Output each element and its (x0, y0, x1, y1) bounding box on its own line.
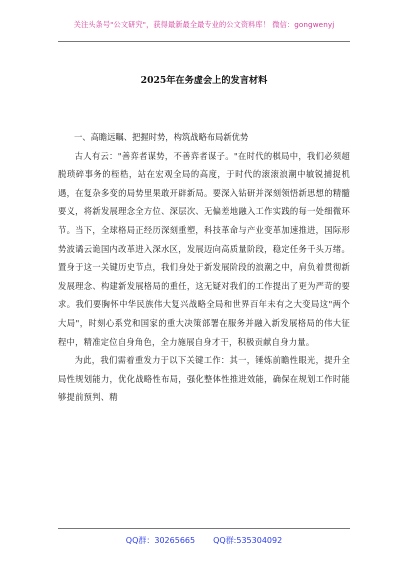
paragraph: 古人有云："善弈者谋势，不善弈者谋子。"在时代的棋局中，我们必须超脱琐碎事务的桎梏，站在宏观全局的高度，于时代的滚滚浪潮中敏锐捕捉机遇，在复杂多变的局势里果敢开辟新局。要深入钻研并深刻领悟新思想的精髓要义，将新发展理念全方位、深层次、无偏差地融入工作实践的每一处细微环节。当下，全球格局正经历深刻重塑，科技革命与产业变革加速推进，国际形势波谲云诡国内改革进入深水区，发展迈向高质量阶段，稳定任务千头万绪。置身于这一关键历史节点，我们身处于新发展阶段的浪潮之中，肩负着贯彻新发展理念、构建新发展格局的重任，这无疑对我们的工作提出了更为严苛的要求。我们要胸怀中华民族伟大复兴战略全局和世界百年未有之大变局这"两个大局"，时刻心系党和国家的重大决策部署在服务并融入新发展格局的伟大征程中，精准定位自身角色，全力施展自身才干，积极贡献自身力量。 (58, 150, 350, 347)
document-title: 2025年在务虚会上的发言材料 (140, 75, 268, 86)
document-body (58, 128, 350, 407)
section-heading: 一、高瞻远瞩、把握时势，构筑战略布局新优势 (74, 132, 249, 142)
paragraph: 为此，我们需着重发力于以下关键工作：其一，锤炼前瞻性眼光，提升全局性规划能力，优化战略性布局，强化整体性推进效能，确保在规划工作时能够提前预判、精 (58, 355, 350, 403)
footer-divider (58, 528, 350, 529)
footer-qq-group-1: QQ群：30265665 (125, 536, 196, 545)
footer (0, 535, 408, 546)
footer-qq-group-2: QQ群:535304092 (213, 536, 283, 545)
header-divider (58, 41, 350, 42)
header-banner: 关注头条号"公文研究"，获得最新最全最专业的公文资料库！ 微信：gongwenyj (73, 20, 335, 29)
